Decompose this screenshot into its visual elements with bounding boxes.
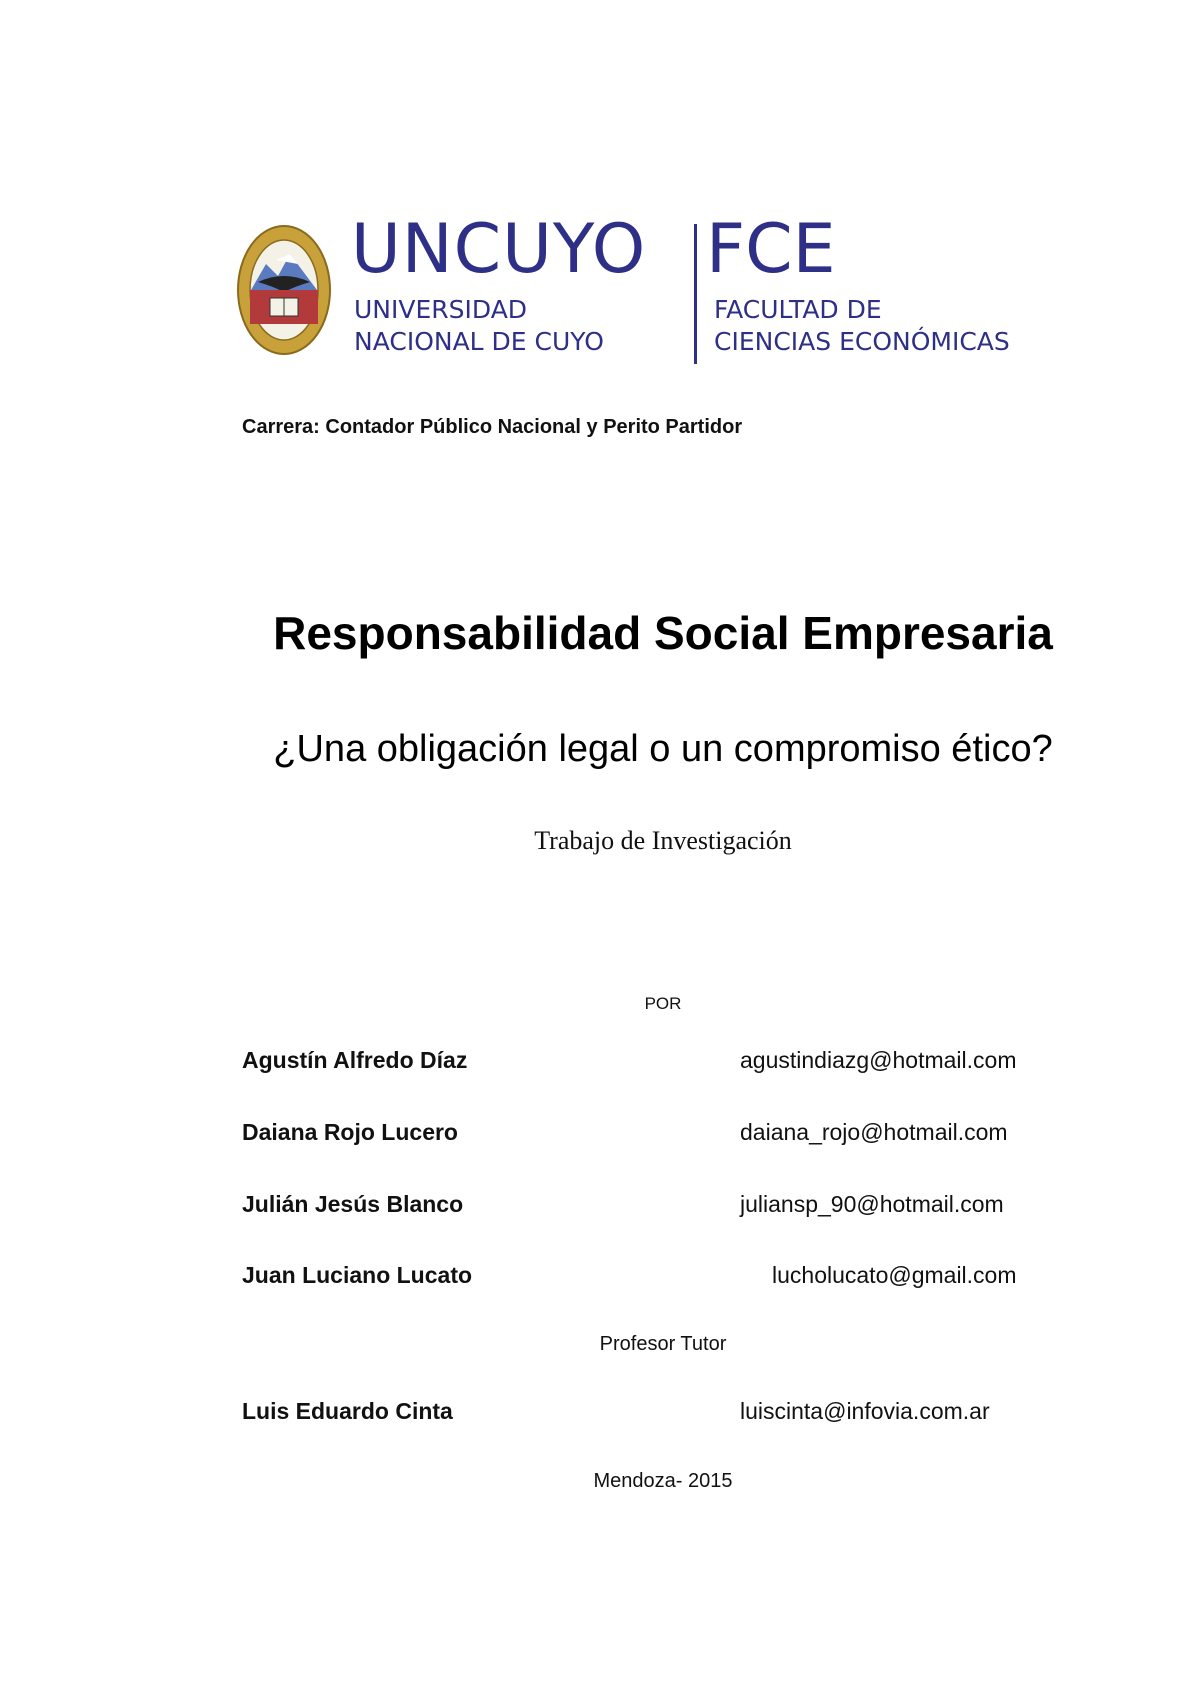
institution-logo xyxy=(236,210,1016,360)
author-name: Julián Jesús Blanco xyxy=(242,1191,464,1217)
logo-divider xyxy=(694,224,697,364)
by-label: POR xyxy=(644,994,682,1013)
tutor-name: Luis Eduardo Cinta xyxy=(242,1398,453,1424)
author-name: Agustín Alfredo Díaz xyxy=(242,1047,468,1073)
faculty-subtitle: FACULTAD DE CIENCIAS ECONÓMICAS xyxy=(714,295,1010,356)
document-subtitle: ¿Una obligación legal o un compromiso ético? xyxy=(273,728,1053,770)
author-email: agustindiazg@hotmail.com xyxy=(740,1047,1017,1073)
author-email: daiana_rojo@hotmail.com xyxy=(740,1119,1008,1145)
career-label: Carrera: Contador Público Nacional y Perito Partidor xyxy=(242,416,743,438)
city-year: Mendoza- 2015 xyxy=(593,1470,733,1492)
university-seal-icon xyxy=(236,224,332,356)
tutor-email: luiscinta@infovia.com.ar xyxy=(740,1398,990,1424)
faculty-name: FCE xyxy=(706,210,836,289)
document-type: Trabajo de Investigación xyxy=(534,826,792,855)
author-email: lucholucato@gmail.com xyxy=(772,1262,1017,1288)
document-title: Responsabilidad Social Empresaria xyxy=(273,607,1053,659)
author-name: Daiana Rojo Lucero xyxy=(242,1119,458,1145)
university-subtitle: UNIVERSIDAD NACIONAL DE CUYO xyxy=(354,295,604,356)
university-name: UNCUYO xyxy=(351,210,647,289)
author-name: Juan Luciano Lucato xyxy=(242,1262,473,1288)
author-email: juliansp_90@hotmail.com xyxy=(740,1191,1004,1217)
tutor-label: Profesor Tutor xyxy=(599,1333,727,1355)
